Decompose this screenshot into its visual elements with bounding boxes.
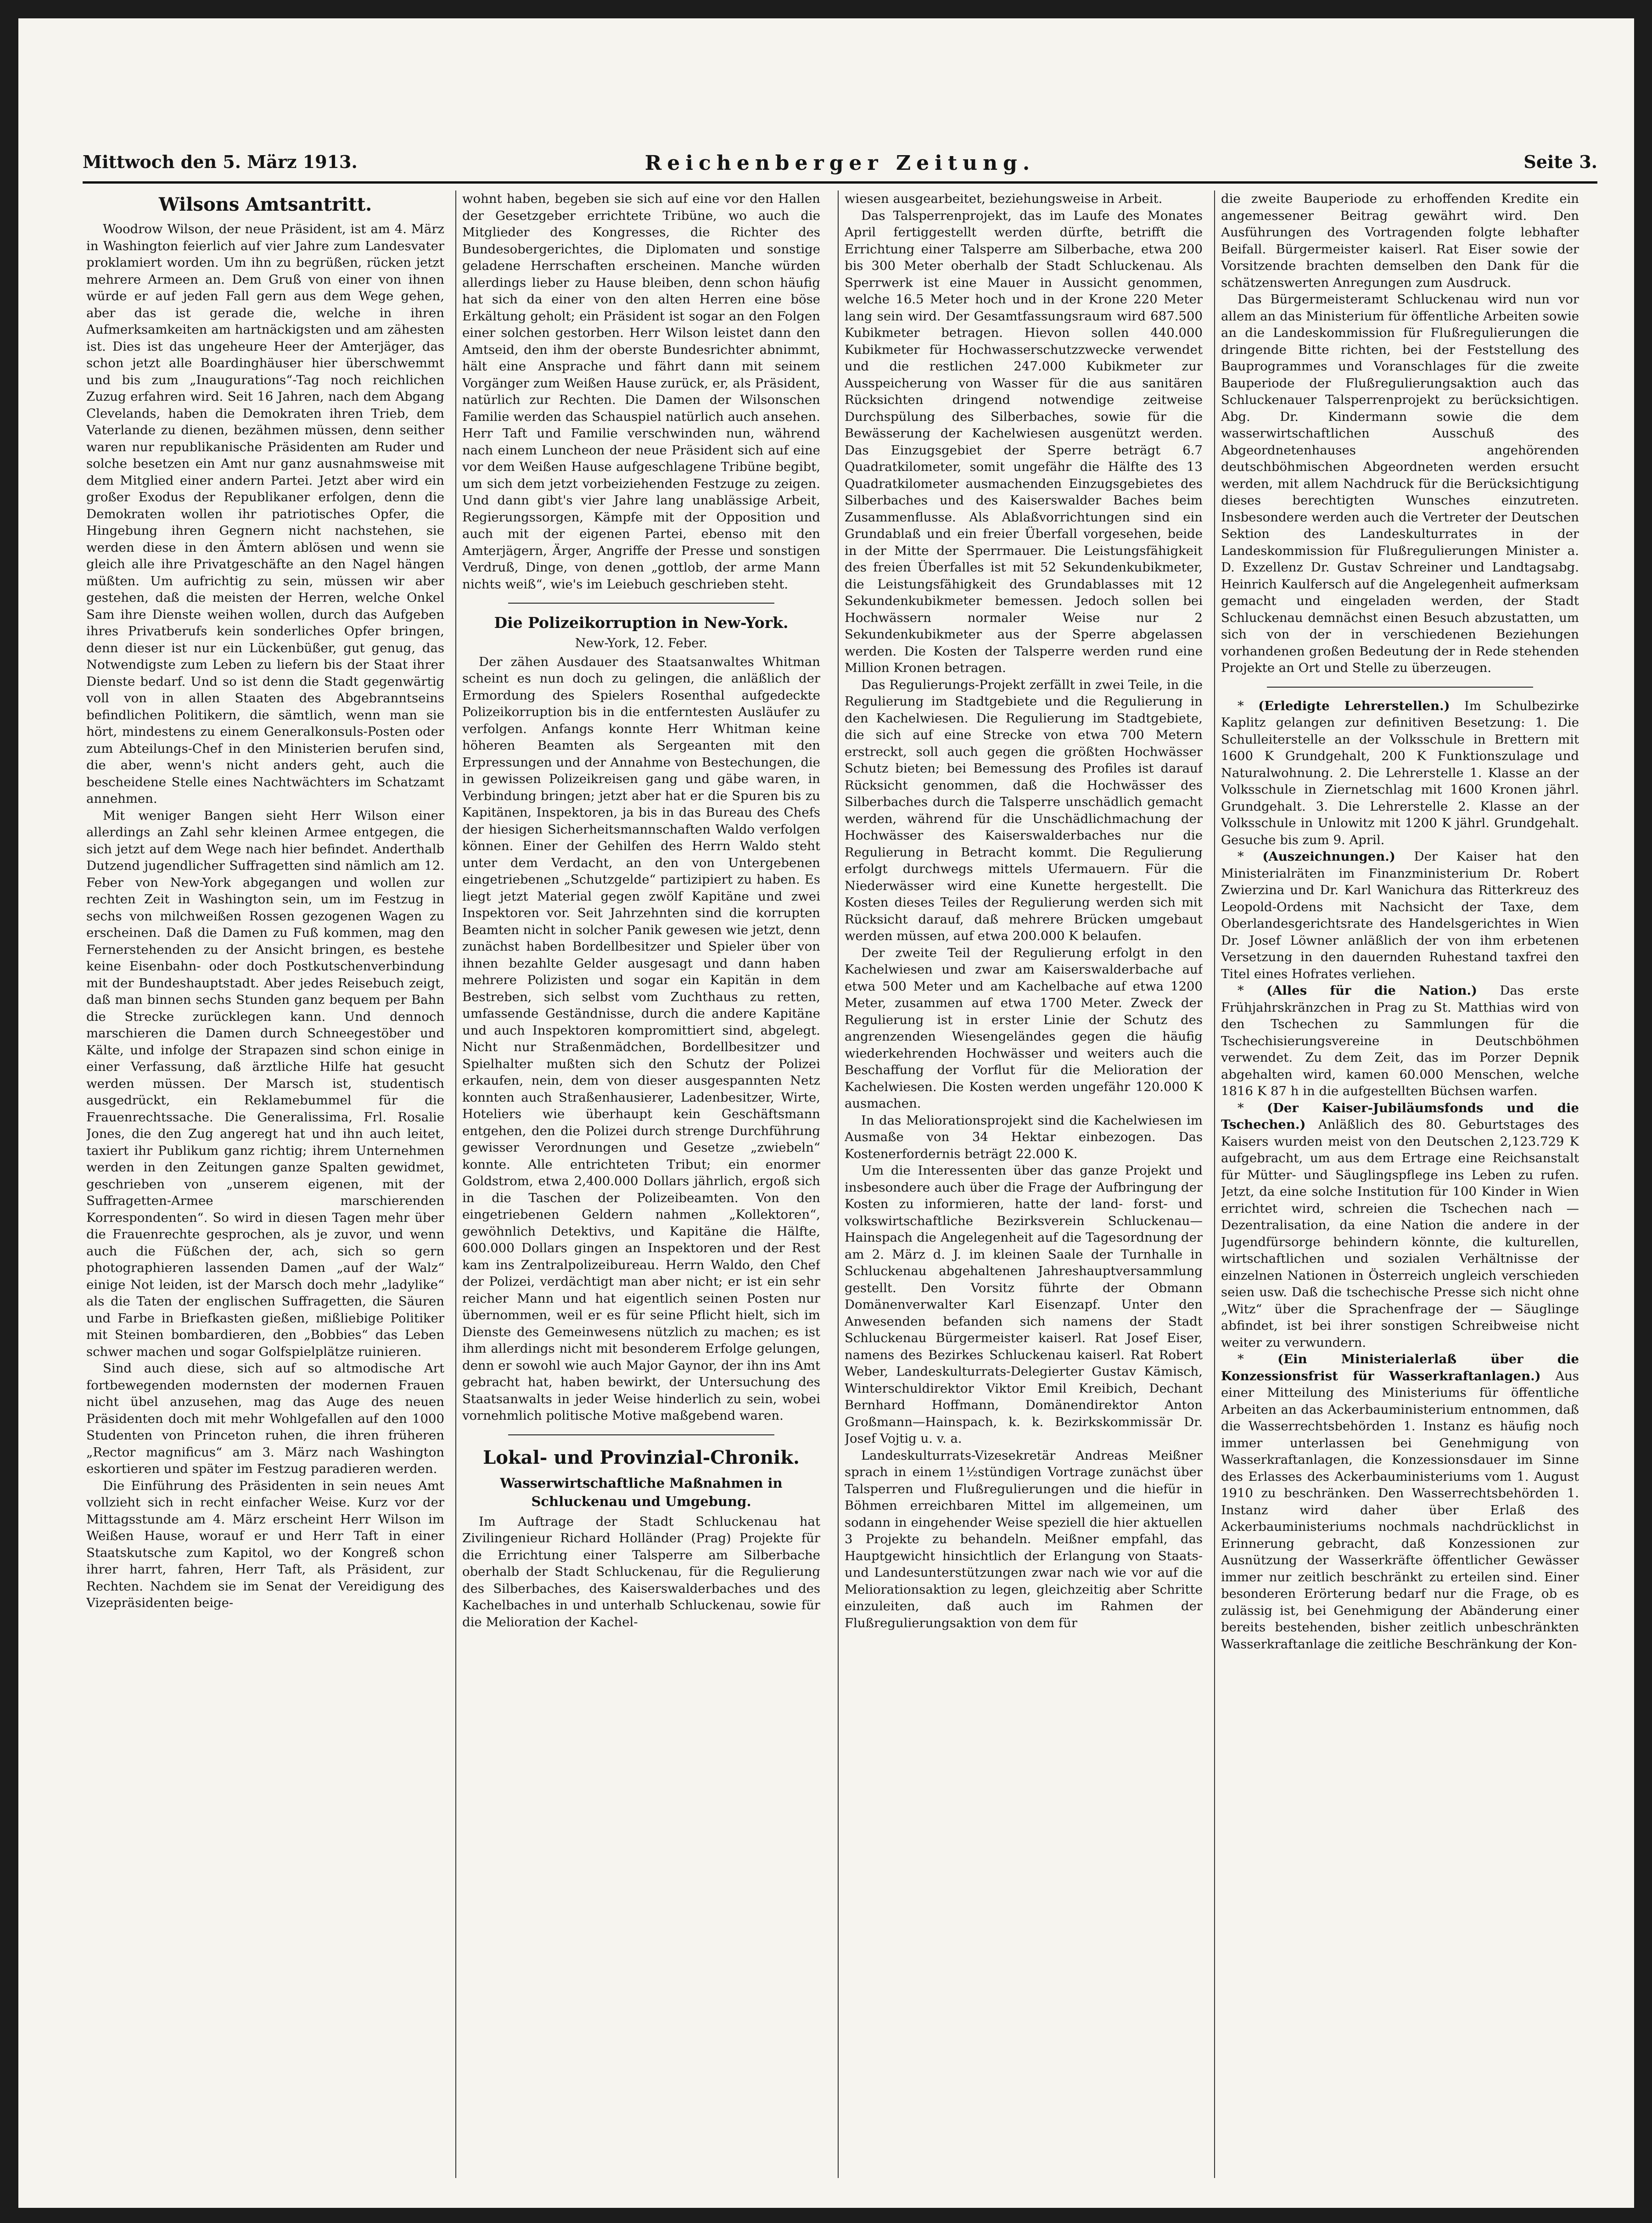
column-1 xyxy=(86,190,444,2178)
notice-title: (Der Kaiser-Jubiläumsfonds und die Tschechen.) xyxy=(1221,1100,1579,1132)
column-4 xyxy=(1221,190,1579,2178)
notice-text: Das erste Frühjahrskränzchen in Prag zu St. Matthias wird von den Tschechen zu Sammlungen für die Tschechisierungsvereine in Deutschböhmen verwendet. Zu dem Zeit, das im Porzer Depnik abgehalten wird, kamen 60.000 Menschen, welche 1816 K 87 h in die aufgestellten Büchsen warfen. xyxy=(1221,983,1579,1098)
article-subheading-water: Wasserwirtschaftliche Maßnahmen in Schluckenau und Umgebung. xyxy=(500,1475,783,1509)
column-divider xyxy=(455,190,456,2178)
notice-text: Im Schulbezirke Kaplitz gelangen zur definitiven Besetzung: 1. Die Schulleiterstelle an der Volksschule in Brettern mit 1600 K Grundgehalt, 200 K Funktionszulage und Naturalwohnung. 2. Die Lehrerstelle 1. Klasse an der Volksschule in Ziernetschlag mit 1600 Kronen jährl. Grundgehalt. 3. Die Lehrerstelle 2. Klasse an der Volksschule in Unlowitz mit 1200 K jährl. Grundgehalt. Gesuche bis zum 9. April. xyxy=(1221,698,1579,847)
column-2 xyxy=(462,190,820,2178)
article-paragraph: Der zähen Ausdauer des Staatsanwaltes Whitman scheint es nun doch zu gelingen, die anläßlich der Ermordung des Spielers Rosenthal aufgedeckte Polizeikorruption bis in die entferntesten Ausläufer zu verfolgen. Anfangs konnte Herr Whitman keine höheren Beamten als Sergeanten mit den Erpressungen und der Annahme von Bestechungen, die in gewissen Polizeikreisen gang und gäbe waren, in Verbindung bringen; jetzt aber hat er die Spuren bis zu Kapitänen, Inspektoren, ja bis in das Bureau des Chefs der hiesigen Sicherheitsmannschaften Waldo verfolgen können. Einer der Gehilfen des Herrn Waldo steht unter dem Verdacht, an den von Untergebenen eingetriebenen „Schutzgelde“ partizipiert zu haben. Es liegt jetzt Material gegen zwölf Kapitäne und zwei Inspektoren vor. Seit Jahrzehnten sind die korrupten Beamten nicht in solcher Panik gewesen wie jetzt, denn zunächst haben Bordellbesitzer und Spieler über von ihnen bezahlte Gelder ausgesagt und dann haben mehrere Polizisten und sogar ein Kapitän in dem Bestreben, sich selbst vom Zuchthaus zu retten, umfassende Geständnisse, durch die andere Kapitäne und auch Inspektoren kompromittiert sind, abgelegt. Nicht nur Straßenmädchen, Bordellbesitzer und Spielhalter mußten sich den Schutz der Polizei erkaufen, nein, dem von dieser ausgespannten Netz konnten auch Straßenhausierer, Ladenbesitzer, Wirte, Hoteliers wie überhaupt kein Geschäftsmann entgehen, den die Polizei durch strenge Durchführung gewisser Verordnungen und Gesetze „zwiebeln“ konnte. Alle entrichteten Tribut; ein enormer Goldstrom, etwa 2,400.000 Dollars jährlich, ergoß sich in die Taschen der Polizeibeamten. Von den eingetriebenen Geldern nahmen „Kollektoren“, gewöhnlich Detektivs, und Kapitäne die Hälfte, 600.000 Dollars gingen an Inspektoren und der Rest kam ins Zentralpolizeibureau. Herrn Waldo, den Chef der Polizei, verdächtigt man aber nicht; er ist ein sehr reicher Mann und hat eigentlich seinen Posten nur übernommen, weil er es für seine Pflicht hielt, sich im Dienste des Gemeinwesens nützlich zu machen; es ist ihm allerdings nicht mit besonderem Erfolge gelungen, denn er sowohl wie auch Major Gaynor, der ihn ins Amt gebracht hat, haben bewirkt, der Untersuchung des Staatsanwalts in jeder Weise hinderlich zu sein, wobei vornehmlich politische Motive maßgebend waren. xyxy=(462,654,820,1423)
article-paragraph: Um die Interessenten über das ganze Projekt und insbesondere auch über die Frage der Aufbringung der Kosten zu informieren, hatte der land- forst- und volkswirtschaftliche Bezirksverein Schluckenau—Hainspach die Angelegenheit auf die Tagesordnung der am 2. März d. J. im kleinen Saale der Turnhalle in Schluckenau abgehaltenen Jahreshauptversammlung gestellt. Den Vorsitz führte der Obmann Domänenverwalter Karl Eisenzapf. Unter den Anwesenden befanden sich namens der Stadt Schluckenau Bürgermeister kaiserl. Rat Josef Eiser, namens des Bezirkes Schluckenau kaiserl. Rat Robert Weber, Landeskulturrats-Delegierter Gustav Kämisch, Winterschuldirektor Viktor Emil Kreibich, Dechant Bernhard Hoffmann, Domänendirektor Anton Großmann—Hainspach, k. k. Bezirkskommissär Dr. Josef Vojtig u. v. a. xyxy=(845,1163,1203,1446)
notice-title: (Alles für die Nation.) xyxy=(1266,983,1478,998)
section-divider xyxy=(508,603,774,604)
article-paragraph: Das Regulierungs-Projekt zerfällt in zwei Teile, in die Regulierung im Stadtgebiete und die Regulierung in den Kachelwiesen. Die Regulierung im Stadtgebiete, die sich auf eine Strecke von etwa 700 Metern erstreckt, soll auch gegen die größten Hochwässer Schutz bieten; bei Bemessung des Profiles ist darauf Rücksicht genommen, daß die Hochwässer des Silberbaches durch die Talsperre unschädlich gemacht werden, während für die Unschädlichmachung der Hochwässer des Kaiserswalderbaches nur die Regulierung in Betracht kommt. Die Regulierung erfolgt durchwegs mittels Ufermauern. Für die Niederwässer wird eine Kunette hergestellt. Die Kosten dieses Teiles der Regulierung werden sich mit Rücksicht darauf, daß mehrere Brücken umgebaut werden müssen, auf etwa 200.000 K belaufen. xyxy=(845,677,1203,943)
article-paragraph: Das Bürgermeisteramt Schluckenau wird nun vor allem an das Ministerium für öffentliche Arbeiten sowie an die Landeskommission für Flußregulierungen die dringende Bitte richten, bei der Feststellung des Bauprogrammes und Voranschlages für die zweite Bauperiode der Flußregulierungsaktion auch das Schluckenauer Talsperrenprojekt zu berücksichtigen. Abg. Dr. Kindermann sowie die dem wasserwirtschaftlichen Ausschuß des Abgeordnetenhauses angehörenden deutschböhmischen Abgeordneten werden ersucht werden, mit allem Nachdruck für die Berücksichtigung dieses berechtigten Wunsches einzutreten. Insbesondere werden auch die Vertreter der Deutschen Sektion des Landeskulturrates in der Landeskommission für Flußregulierungen Minister a. D. Exzellenz Dr. Gustav Schreiner und Landtagsabg. Heinrich Kaulfersch auf die Angelegenheit aufmerksam gemacht und eingeladen werden, der Stadt Schluckenau demnächst einen Besuch abzustatten, um sich von der in verschiedenen Beziehungen vorhandenen großen Bedeutung der in Rede stehenden Projekte an Ort und Stelle zu überzeugen. xyxy=(1221,292,1579,675)
header-date: Mittwoch den 5. März 1913. xyxy=(83,151,358,172)
article-paragraph: Woodrow Wilson, der neue Präsident, ist am 4. März in Washington feierlich auf vier Jahre zum Landesvater proklamiert worden. Um ihn zu begrüßen, rücken jetzt mehrere Armeen an. Dem Gruß von einer von ihnen würde er auf jeden Fall gern aus dem Wege gehen, aber das ist gerade die, welche in ihren Aufmerksamkeiten am hartnäckigsten und am zähesten ist. Dies ist das ungeheure Heer der Amterjäger, das schon jetzt alle Boardinghäuser hier überschwemmt und bis zum „Inaugurations“-Tag noch reichlichen Zuzug erfahren wird. Seit 16 Jahren, nach dem Abgang Clevelands, haben die Demokraten ihren Trieb, dem Vaterlande zu dienen, bezähmen müssen, denn seither waren nur republikanische Präsidenten am Ruder und solche besetzen ein Amt nur ganz ausnahmsweise mit dem Mitglied einer andern Partei. Jetzt aber wird ein großer Exodus der Republikaner erfolgen, denn die Demokraten wollen ihr patriotisches Opfer, die Hingebung ihren Gegnern nicht nachstehen, sie werden diese in den Ämtern ablösen und wenn sie gleich alle ihre Privatgeschäfte an den Nagel hängen müßten. Um aufrichtig zu sein, müssen wir aber gestehen, daß die meisten der Herren, welche Onkel Sam ihre Dienste weihen wollen, durch das Aufgeben ihres Privatberufs kein sonderliches Opfer bringen, denn dieser ist nur ein Lückenbüßer, gut genug, das Notwendigste zum Leben zu liefern bis der Staat ihrer Dienste bedarf. Und so ist denn die Stadt gegenwärtig voll von in allen Staaten des Abgebranntseins befindlichen Politikern, die sämtlich, wenn man sie hört, mindestens zu einem Generalkonsuls-Posten oder zum Abteilungs-Chef in den Ministerien berufen sind, die aber, wenn's nicht anders geht, auch die bescheidene Stelle eines Nachtwächters im Schatzamt annehmen. xyxy=(86,222,444,806)
article-paragraph: Das Talsperrenprojekt, das im Laufe des Monates April fertiggestellt werden dürfte, betrifft die Errichtung einer Talsperre am Silberbache, etwa 200 bis 300 Meter oberhalb der Stadt Schluckenau. Als Sperrwerk ist eine Mauer in Aussicht genommen, welche 16.5 Meter hoch und in der Krone 220 Meter lang sein wird. Der Gesamtfassungsraum wird 687.500 Kubikmeter betragen. Hievon sollen 440.000 Kubikmeter für Hochwasserschutzzwecke verwendet und die restlichen 247.000 Kubikmeter zur Ausspeicherung von Wasser für die aus sanitären Rücksichten dringend notwendige zeitweise Durchspülung des Silberbaches, sowie für die Bewässerung der Kachelwiesen ausgenützt werden. Das Einzugsgebiet der Sperre beträgt 6.7 Quadratkilometer, somit ungefähr die Hälfte des 13 Quadratkilometer ausmachenden Einzugsgebietes des Silberbaches und des Kaiserswalder Baches beim Zusammenflusse. Als Ablaßvorrichtungen sind ein Grundablaß und ein freier Überfall vorgesehen, beide in der Mitte der Sperrmauer. Die Leistungsfähigkeit des freien Überfalles ist mit 52 Sekundenkubikmeter, die Leistungsfähigkeit des Grundablasses mit 12 Sekundenkubikmeter bemessen. Jedoch sollen bei Hochwässern normaler Weise nur 2 Sekundenkubikmeter aus der Sperre abgelassen werden. Die Kosten der Talsperre werden rund eine Million Kronen betragen. xyxy=(845,208,1203,675)
article-paragraph: Im Auftrage der Stadt Schluckenau hat Zivilingenieur Richard Holländer (Prag) Projekte für die Errichtung einer Talsperre am Silberbache oberhalb der Stadt Schluckenau, für die Regulierung des Silberbaches, des Kaiserswalderbaches und des Kachelbaches in und unterhalb Schluckenau, sowie für die Melioration der Kachel- xyxy=(462,1514,820,1629)
notice-title: (Auszeichnungen.) xyxy=(1262,849,1395,864)
notice-item: * (Erledigte Lehrerstellen.) Im Schulbezirke Kaplitz gelangen zur definitiven Besetzung: 1. Die Schulleiterstelle an der Volksschule in Brettern mit 1600 K Grundgehalt, 200 K Funktionszulage und Naturalwohnung. 2. Die Lehrerstelle 1. Klasse an der Volksschule in Ziernetschlag mit 1600 Kronen jährl. Grundgehalt. 3. Die Lehrerstelle 2. Klasse an der Volksschule in Unlowitz mit 1200 K jährl. Grundgehalt. Gesuche bis zum 9. April. xyxy=(1221,698,1579,847)
notice-item: * (Der Kaiser-Jubiläumsfonds und die Tschechen.) Anläßlich des 80. Geburtstages des Kaisers wurden meist von den Deutschen 2,123.729 K aufgebracht, um aus dem Ertrage eine Reichsanstalt für Mütter- und Säuglingspflege ins Leben zu rufen. Jetzt, da eine solche Institution für 100 Kinder in Wien errichtet wird, schreien die Tschechen nach — Dezentralisation, da eine Nation die andere in der Jugendfürsorge behindern könnte, die kulturellen, wirtschaftlichen und sozialen Verhältnisse der einzelnen Nationen in Österreich ungleich verschieden seien usw. Daß die tschechische Presse sich nicht ohne „Witz“ über die Sprachenfrage der — Säuglinge abfindet, ist bei ihrer sonstigen Schreibweise nicht weiter zu verwundern. xyxy=(1221,1100,1579,1350)
article-paragraph: In das Meliorationsprojekt sind die Kachelwiesen im Ausmaße von 34 Hektar einbezogen. Das Kostenerfordernis beträgt 22.000 K. xyxy=(845,1113,1203,1161)
section-heading-local: Lokal- und Provinzial-Chronik. xyxy=(483,1446,800,1468)
article-paragraph: die zweite Bauperiode zu erhoffenden Kredite ein angemessener Beitrag gewährt wird. Den Ausführungen des Vortragenden folgte lebhafter Beifall. Bürgermeister kaiserl. Rat Eiser sowie der Vorsitzende brachten demselben den Dank für die schätzenswerten Anregungen zum Ausdruck. xyxy=(1221,191,1579,290)
notice-text: Der Kaiser hat den Ministerialräten im Finanzministerium Dr. Robert Zwierzina und Dr. Karl Wanichura das Ritterkreuz des Leopold-Ordens mit Nachsicht der Taxe, dem Oberlandesgerichtsrate des Handelsgerichtes in Wien Dr. Josef Löwner anläßlich der von ihm erbetenen Versetzung in den dauernden Ruhestand taxfrei den Titel eines Hofrates verliehen. xyxy=(1221,849,1579,981)
article-heading-police: Die Polizeikorruption in New-York. xyxy=(494,614,789,632)
dateline: New-York, 12. Feber. xyxy=(575,636,708,650)
column-3 xyxy=(845,190,1203,2178)
article-paragraph: Sind auch diese, sich auf so altmodische Art fortbewegenden modernsten der modernen Frauen nicht übel anzusehen, mag das Auge des neuen Präsidenten doch mit mehr Wohlgefallen auf den 1000 Studenten von Princeton ruhen, die ihren früheren „Rector magnificus“ am 3. März nach Washington eskortieren und später im Festzug paradieren werden. xyxy=(86,1361,444,1476)
article-paragraph: Mit weniger Bangen sieht Herr Wilson einer allerdings an Zahl sehr kleinen Armee entgegen, die sich jetzt auf dem Wege nach hier befindet. Anderthalb Dutzend jugendlicher Suffragetten sind nämlich am 12. Feber von New-York abgegangen und wollen zur rechten Zeit in Washington sein, um im Festzug in sechs von milchweißen Rossen gezogenen Wagen zu erscheinen. Daß die Damen zu Fuß kommen, mag den Fernerstehenden zu der Ansicht bringen, es bestehe keine Eisenbahn- oder doch Postkutschenverbindung mit der Bundeshauptstadt. Aber jedes Reisebuch zeigt, daß man binnen sechs Stunden ganz bequem per Bahn die Strecke zurücklegen kann. Und dennoch marschieren die Damen durch Schneegestöber und Kälte, und infolge der Strapazen sind schon einige in einer Verfassung, daß ärztliche Hilfe hat gesucht werden müssen. Der Marsch ist, studentisch ausgedrückt, ein Reklamebummel für die Frauenrechtssache. Die Generalissima, Frl. Rosalie Jones, die den Zug angeregt hat und ihn auch leitet, taxiert ihr Publikum ganz richtig; ihrem Unternehmen werden in den Zeitungen ganze Spalten gewidmet, geschrieben von „unserem eigenen, mit der Suffragetten-Armee marschierenden Korrespondenten“. So wird in diesen Tagen mehr über die Frauenrechte gesprochen, als je zuvor, und wenn auch die Füßchen der, ach, sich so gern photographieren lassenden Damen „auf der Walz“ einige Not leiden, ist der Marsch doch mehr „ladylike“ als die Taten der englischen Suffragetten, die Säuren und Farbe in Briefkasten gießen, mißliebige Politiker mit Steinen bombardieren, den „Bobbies“ das Leben schwer machen und sogar Golfspielplätze ruinieren. xyxy=(86,808,444,1359)
article-paragraph: wohnt haben, begeben sie sich auf eine vor den Hallen der Gesetzgeber errichtete Tribüne, wo auch die Mitglieder des Kongresses, die Richter des Bundesobergerichtes, die Diplomaten und sonstige geladene Herrschaften erscheinen. Manche würden allerdings lieber zu Hause bleiben, denn schon häufig hat sich da einer von den alten Herren eine böse Erkältung geholt; ein Präsident ist sogar an den Folgen einer solchen gestorben. Herr Wilson leistet dann den Amtseid, den ihm der oberste Bundesrichter abnimmt, hält eine Ansprache und fährt dann mit seinem Vorgänger zum Weißen Hause zurück, er, als Präsident, natürlich zur Rechten. Die Damen der Wilsonschen Familie werden das Schauspiel natürlich auch ansehen. Herr Taft und Familie verschwinden nun, während nach einem Luncheon der neue Präsident sich auf eine vor dem Weißen Hause aufgeschlagene Tribüne begibt, um sich dem jetzt vorbeiziehenden Festzuge zu zeigen. Und dann gibt's vier Jahre lang unablässige Arbeit, Regierungssorgen, Kämpfe mit der Opposition und auch mit der eigenen Partei, ebenso mit den Amterjägern, Ärger, Angriffe der Presse und sonstigen Verdruß, Dinge, von denen „gottlob, der arme Mann nichts weiß“, wie's im Leiebuch geschrieben steht. xyxy=(462,191,820,592)
column-divider xyxy=(838,190,839,2178)
article-paragraph: Der zweite Teil der Regulierung erfolgt in den Kachelwiesen und zwar am Kaiserswalderbache auf etwa 500 Meter und am Kachelbache auf etwa 1200 Meter, zusammen auf etwa 1700 Meter. Zweck der Regulierung ist in erster Linie der Schutz des angrenzenden Wiesengeländes gegen die häufig wiederkehrenden Hochwässer und weiters auch die Beschaffung der Vorflut für die Melioration der Kachelwiesen. Die Kosten werden ungefähr 120.000 K ausmachen. xyxy=(845,945,1203,1111)
notice-item: * (Ein Ministerialerlaß über die Konzessionsfrist für Wasserkraftanlagen.) Aus einer Mitteilung des Ministeriums für öffentliche Arbeiten an das Ackerbauministerium entnommen, daß die Wasserrechtsbehörden 1. Instanz es häufig noch immer unterlassen bei Genehmigung von Wasserkraftanlagen, die Konzessionsdauer im Sinne des Erlasses des Ackerbauministeriums vom 1. August 1910 zu beschränken. Den Wasserrechtsbehörden 1. Instanz wird daher über Erlaß des Ackerbauministeriums nochmals nachdrücklichst in Erinnerung gebracht, daß Konzessionen zur Ausnützung der Wasserkräfte öffentlicher Gewässer immer nur zeitlich beschränkt zu erteilen sind. Einer besonderen Erörterung bedarf nur die Frage, ob es zulässig ist, bei Genehmigung der Abänderung einer bereits bestehenden, bisher zeitlich unbeschränkten Wasserkraftanlage die zeitliche Beschränkung der Kon- xyxy=(1221,1352,1579,1652)
newspaper-page xyxy=(18,18,1634,2208)
article-paragraph: Die Einführung des Präsidenten in sein neues Amt vollzieht sich in recht einfacher Weise. Kurz vor der Mittagsstunde am 4. März erscheint Herr Wilson im Weißen Hause, worauf er und Herr Taft in einer Staatskutsche zum Kapitol, wo der Kongreß schon ihrer harrt, fahren, Herr Taft, als Präsident, zur Rechten. Nachdem sie im Senat der Vereidigung des Vizepräsidenten beige- xyxy=(86,1478,444,1610)
article-paragraph: wiesen ausgearbeitet, beziehungsweise in Arbeit. xyxy=(845,191,1163,206)
section-divider xyxy=(508,1434,774,1435)
notice-title: (Ein Ministerialerlaß über die Konzessionsfrist für Wasserkraftanlagen.) xyxy=(1221,1352,1579,1383)
article-heading-wilson: Wilsons Amtsantritt. xyxy=(158,194,372,215)
newspaper-title: Reichenberger Zeitung. xyxy=(644,151,1036,175)
page-header xyxy=(83,151,1597,179)
notice-item: * (Auszeichnungen.) Der Kaiser hat den Ministerialräten im Finanzministerium Dr. Robert Zwierzina und Dr. Karl Wanichura das Ritterkreuz des Leopold-Ordens mit Nachsicht der Taxe, dem Oberlandesgerichtsrate des Handelsgerichtes in Wien Dr. Josef Löwner anläßlich der von ihm erbetenen Versetzung in den dauernden Ruhestand taxfrei den Titel eines Hofrates verliehen. xyxy=(1221,849,1579,981)
notice-text: Aus einer Mitteilung des Ministeriums für öffentliche Arbeiten an das Ackerbauministerium entnommen, daß die Wasserrechtsbehörden 1. Instanz es häufig noch immer unterlassen bei Genehmigung von Wasserkraftanlagen, die Konzessionsdauer im Sinne des Erlasses des Ackerbauministeriums vom 1. August 1910 zu beschränken. Den Wasserrechtsbehörden 1. Instanz wird daher über Erlaß des Ackerbauministeriums nochmals nachdrücklichst in Erinnerung gebracht, daß Konzessionen zur Ausnützung der Wasserkräfte öffentlicher Gewässer immer nur zeitlich beschränkt zu erteilen sind. Einer besonderen Erörterung bedarf nur die Frage, ob es zulässig ist, bei Genehmigung der Abänderung einer bereits bestehenden, bisher zeitlich unbeschränkten Wasserkraftanlage die zeitliche Beschränkung der Kon- xyxy=(1221,1368,1579,1652)
page-number: Seite 3. xyxy=(1523,151,1597,172)
section-divider xyxy=(1267,687,1533,688)
notice-text: Anläßlich des 80. Geburtstages des Kaisers wurden meist von den Deutschen 2,123.729 K aufgebracht, um aus dem Ertrage eine Reichsanstalt für Mütter- und Säuglingspflege ins Leben zu rufen. Jetzt, da eine solche Institution für 100 Kinder in Wien errichtet wird, schreien die Tschechen nach — Dezentralisation, da eine Nation die andere in der Jugendfürsorge behindern könnte, die kulturellen, wirtschaftlichen und sozialen Verhältnisse der einzelnen Nationen in Österreich ungleich verschieden seien usw. Daß die tschechische Presse sich nicht ohne „Witz“ über die Sprachenfrage der — Säuglinge abfindet, ist bei ihrer sonstigen Schreibweise nicht weiter zu verwundern. xyxy=(1221,1117,1579,1350)
notice-item: * (Alles für die Nation.) Das erste Frühjahrskränzchen in Prag zu St. Matthias wird von den Tschechen zu Sammlungen für die Tschechisierungsvereine in Deutschböhmen verwendet. Zu dem Zeit, das im Porzer Depnik abgehalten wird, kamen 60.000 Menschen, welche 1816 K 87 h in die aufgestellten Büchsen warfen. xyxy=(1221,983,1579,1098)
article-paragraph: Landeskulturrats-Vizesekretär Andreas Meißner sprach in einem 1½stündigen Vortrage zunächst über Talsperren und Flußregulierungen und die hiefür in Böhmen erreichbaren Mittel im allgemeinen, um sodann in eingehender Weise speziell die hier aktuellen 3 Projekte zu behandeln. Meißner empfahl, das Hauptgewicht hinsichtlich der Erlangung von Staats- und Landesunterstützungen zwar nach wie vor auf die Meliorationsaktion zu legen, gleichzeitig aber Schritte einzuleiten, daß auch im Rahmen der Flußregulierungsaktion von dem für xyxy=(845,1448,1203,1630)
notice-title: (Erledigte Lehrerstellen.) xyxy=(1258,698,1450,713)
header-rule xyxy=(83,181,1597,184)
column-divider xyxy=(1214,190,1215,2178)
